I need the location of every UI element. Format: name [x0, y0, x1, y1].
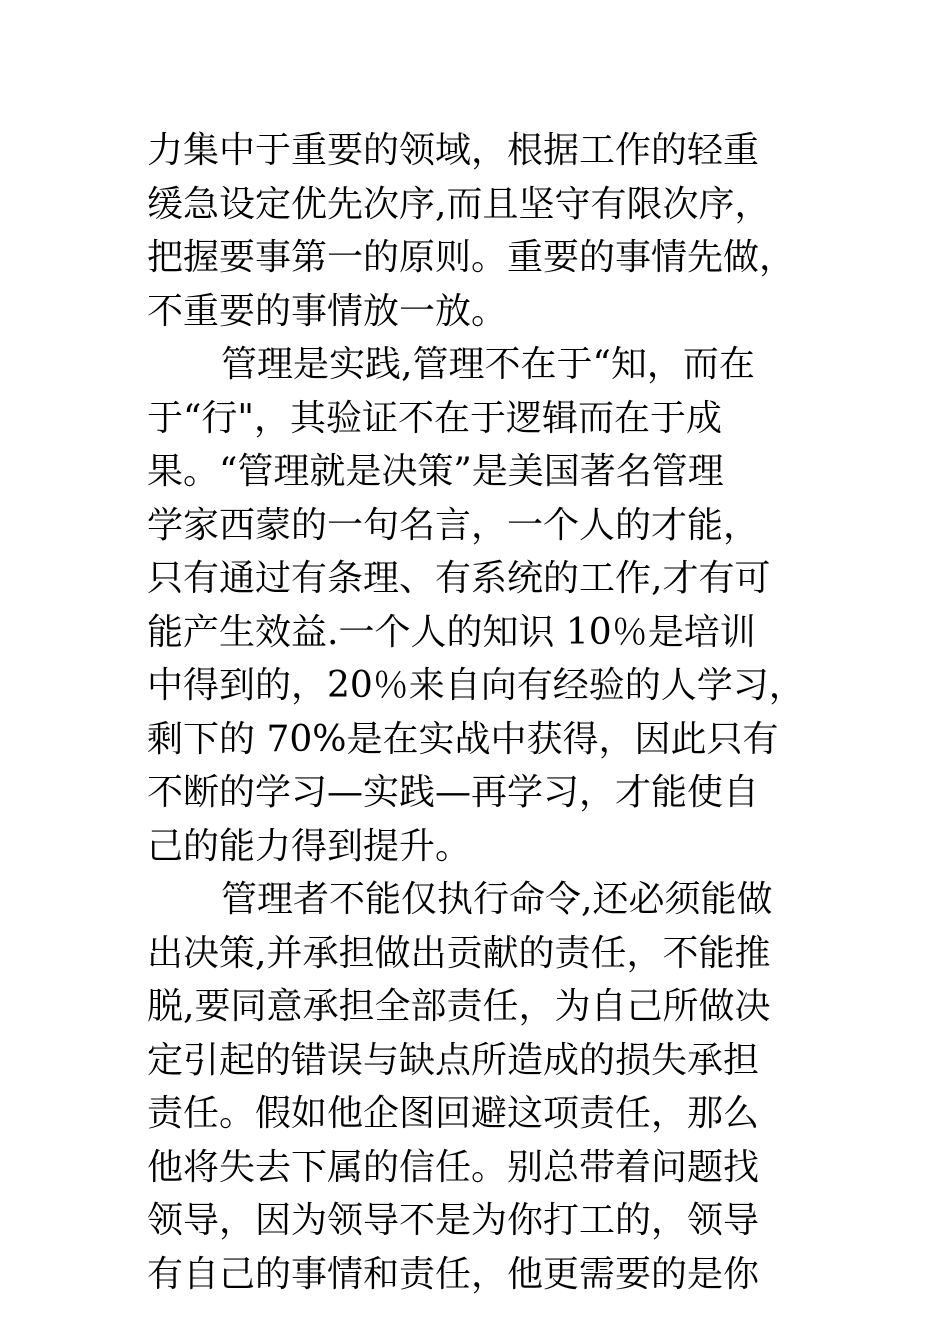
text-line: 把握要事第一的原则。重要的事情先做， [147, 237, 796, 278]
text-line: 管理者不能仅执行命令,还必须能做 [221, 879, 773, 920]
text-line: 管理是实践,管理不在于“知，而在 [221, 344, 755, 385]
text-line: 他将失去下属的信任。别总带着问题找 [147, 1146, 760, 1188]
text-line: 缓急设定优先次序,而且坚守有限次序， [147, 183, 771, 225]
text-line: 有自己的事情和责任，他更需要的是你 [147, 1253, 760, 1295]
text-line: 于“行"，其验证不在于逻辑而在于成 [147, 397, 722, 439]
text-line: 脱,要同意承担全部责任，为自己所做决 [147, 986, 771, 1027]
text-line: 剩下的 70%是在实战中获得，因此只有 [147, 718, 779, 760]
text-line: 果。“管理就是决策”是美国著名管理 [147, 451, 724, 492]
text-line: 能产生效益.一个人的知识 10％是培训 [147, 611, 756, 653]
body-text [147, 124, 837, 1301]
text-line: 定引起的错误与缺点所造成的损失承担 [147, 1039, 760, 1081]
text-line: 学家西蒙的一句名言，一个人的才能， [147, 504, 760, 546]
text-line: 中得到的，20％来自向有经验的人学习， [147, 665, 805, 706]
text-line: 只有通过有条理、有系统的工作,才有可 [147, 558, 771, 599]
text-line: 领导，因为领导不是为你打工的，领导 [147, 1200, 760, 1241]
text-line: 出决策,并承担做出贡献的责任，不能推 [147, 932, 771, 974]
text-line: 不断的学习—实践—再学习，才能使自 [147, 772, 760, 813]
text-line: 力集中于重要的领域，根据工作的轻重 [147, 130, 760, 171]
text-line: 不重要的事情放一放。 [147, 290, 508, 332]
text-line: 己的能力得到提升。 [147, 825, 472, 867]
text-line: 责任。假如他企图回避这项责任，那么 [147, 1093, 760, 1134]
